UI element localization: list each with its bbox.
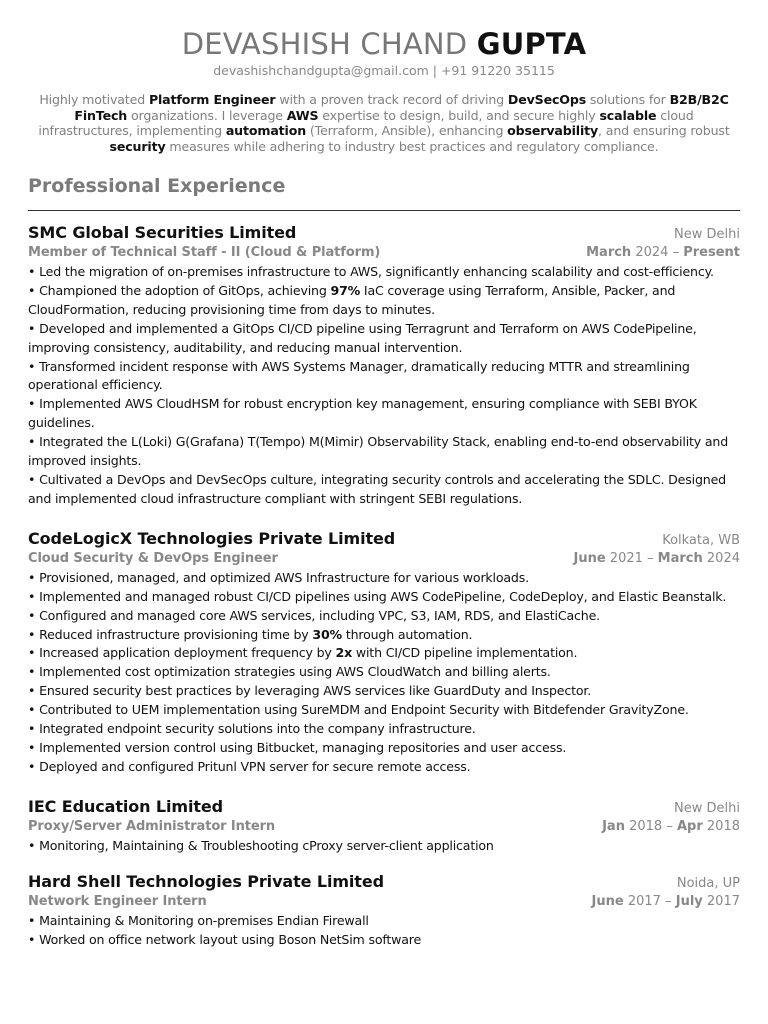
achievement-text: • Cultivated a DevOps and DevSecOps culture, integrating security controls and accelerating the SDLC. Designed and implemented cloud infrastructure compliant with stringent SEBI regulations.	[28, 471, 726, 506]
achievement-text: IaC coverage using Terraform, Ansible, Packer, and CloudFormation, reducing provisioning time from days to minutes.	[28, 282, 676, 317]
summary-emphasis: observability	[507, 123, 599, 138]
end-month: March	[657, 550, 703, 566]
achievement-item	[28, 837, 740, 856]
job-location: Noida, UP	[676, 875, 740, 891]
date-dash: –	[672, 245, 680, 260]
job-header-row	[28, 223, 740, 244]
summary-emphasis: security	[109, 138, 166, 154]
achievement-text: • Maintaining & Monitoring on-premises Endian Firewall	[28, 912, 369, 928]
achievement-text: • Ensured security best practices by leveraging AWS services like GuardDuty and Inspector.	[28, 683, 592, 699]
summary-text: (Terraform, Ansible), enhancing	[306, 123, 508, 138]
job-title: Cloud Security & DevOps Engineer	[28, 550, 278, 566]
achievement-text: • Implemented version control using Bitbucket, managing repositories and user access.	[28, 739, 567, 755]
start-year: 2018	[629, 818, 663, 834]
start-month: June	[591, 893, 624, 909]
achievement-text: • Configured and managed core AWS services, including VPC, S3, IAM, RDS, and ElastiCache.	[28, 607, 600, 623]
job-entry	[28, 797, 740, 856]
achievement-item	[28, 663, 740, 682]
achievement-text: • Increased application deployment frequency by	[28, 645, 336, 661]
achievement-text: • Implemented cost optimization strategies using AWS CloudWatch and billing alerts.	[28, 664, 551, 680]
achievement-text: • Integrated the L(Loki) G(Grafana) T(Tempo) M(Mimir) Observability Stack, enabling end-to-end observability and improved insights.	[28, 434, 729, 469]
company-name: Hard Shell Technologies Private Limited	[28, 871, 384, 891]
end-year: 2017	[706, 893, 740, 909]
achievement-text: • Developed and implemented a GitOps CI/CD pipeline using Terragrunt and Terraform on AWS CodePipeline, improving consistency, auditability, and reducing manual intervention.	[28, 320, 697, 355]
achievement-emphasis: 30%	[312, 626, 342, 642]
start-year: 2017	[627, 893, 661, 909]
contact-line	[28, 62, 740, 79]
experience-list	[28, 223, 740, 949]
achievement-item	[28, 569, 740, 588]
job-dates	[592, 893, 740, 911]
job-entry	[28, 872, 740, 950]
job-title: Proxy/Server Administrator Intern	[28, 818, 276, 834]
resume-header	[28, 0, 740, 154]
job-dates	[602, 818, 740, 836]
achievement-item	[28, 282, 740, 320]
start-year: 2021	[609, 550, 643, 566]
achievement-text: • Implemented and managed robust CI/CD pipelines using AWS CodePipeline, CodeDeploy, and Elastic Beanstalk.	[28, 588, 727, 604]
achievement-text: • Monitoring, Maintaining & Troubleshooting cProxy server-client application	[28, 837, 494, 853]
summary-text: cloud infrastructures, implementing	[38, 107, 694, 138]
summary-text: , and ensuring robust	[598, 123, 730, 138]
achievement-item	[28, 588, 740, 607]
achievement-item	[28, 912, 740, 931]
achievement-item	[28, 358, 740, 396]
last-name: GUPTA	[476, 27, 587, 61]
achievement-item	[28, 320, 740, 358]
achievement-text: • Reduced infrastructure provisioning time by	[28, 626, 313, 642]
start-month: Jan	[602, 818, 625, 834]
achievement-list	[28, 837, 740, 856]
summary-text: Highly motivated	[39, 92, 149, 107]
job-entry	[28, 529, 740, 777]
section-divider	[28, 210, 740, 211]
end-month: Present	[683, 245, 740, 260]
job-title: Member of Technical Staff - II (Cloud & Platform)	[28, 245, 381, 260]
achievement-emphasis: 97%	[330, 282, 361, 298]
end-year: 2018	[706, 818, 740, 834]
achievement-text: • Led the migration of on-premises infrastructure to AWS, significantly enhancing scalability and cost-efficiency.	[28, 264, 714, 279]
achievement-text: • Worked on office network layout using Boson NetSim software	[28, 931, 422, 947]
achievement-text: • Championed the adoption of GitOps, achieving	[28, 282, 331, 298]
achievement-list	[28, 569, 740, 777]
candidate-name	[28, 27, 740, 61]
job-dates	[586, 244, 740, 262]
achievement-item	[28, 644, 740, 663]
end-month: July	[675, 893, 703, 909]
achievement-text: • Integrated endpoint security solutions into the company infrastructure.	[28, 721, 476, 737]
date-dash: –	[666, 818, 673, 834]
achievement-text: • Contributed to UEM implementation using SureMDM and Endpoint Security with Bitdefender GravityZone.	[28, 702, 689, 718]
summary-text: expertise to design, build, and secure highly	[318, 107, 600, 123]
achievement-item	[28, 433, 740, 471]
achievement-item	[28, 607, 740, 626]
job-role-row	[28, 244, 740, 262]
job-location: New Delhi	[674, 227, 740, 242]
summary-emphasis: scalable	[599, 107, 657, 123]
achievement-item	[28, 682, 740, 701]
email-link[interactable]: devashishchandgupta@gmail.com	[213, 63, 429, 78]
achievement-list	[28, 263, 740, 509]
achievement-emphasis: 2x	[335, 645, 353, 661]
summary-text: measures while adhering to industry best practices and regulatory compliance.	[165, 138, 659, 154]
achievement-item	[28, 931, 740, 950]
summary-emphasis: automation	[225, 123, 307, 138]
achievement-item	[28, 701, 740, 720]
achievement-item	[28, 758, 740, 777]
achievement-text: • Implemented AWS CloudHSM for robust encryption key management, ensuring compliance with SEBI BYOK guidelines.	[28, 396, 697, 431]
job-title: Network Engineer Intern	[28, 893, 207, 909]
professional-summary	[28, 92, 740, 154]
achievement-text: with CI/CD pipeline implementation.	[352, 645, 578, 661]
job-location: Kolkata, WB	[662, 532, 740, 548]
job-role-row	[28, 818, 740, 836]
achievement-item	[28, 395, 740, 433]
summary-emphasis: DevSecOps	[507, 92, 587, 107]
date-dash: –	[647, 550, 654, 566]
phone-number: +91 91220 35115	[440, 63, 555, 78]
summary-text: organizations. I leverage	[127, 107, 287, 123]
achievement-item	[28, 471, 740, 509]
section-title-experience: Professional Experience	[28, 175, 286, 197]
job-dates	[573, 550, 740, 568]
job-header-row	[28, 872, 740, 893]
start-year: 2024	[635, 245, 669, 260]
job-location: New Delhi	[674, 800, 740, 816]
company-name: SMC Global Securities Limited	[28, 223, 297, 242]
job-role-row	[28, 893, 740, 911]
job-role-row	[28, 550, 740, 568]
summary-emphasis: Platform Engineer	[148, 92, 276, 107]
achievement-item	[28, 626, 740, 645]
summary-emphasis: AWS	[286, 107, 319, 123]
achievement-list	[28, 912, 740, 950]
end-year: 2024	[706, 550, 740, 566]
company-name: CodeLogicX Technologies Private Limited	[28, 528, 396, 548]
job-header-row	[28, 797, 740, 818]
company-name: IEC Education Limited	[28, 796, 224, 816]
start-month: March	[586, 245, 632, 260]
achievement-text: • Transformed incident response with AWS Systems Manager, dramatically reducing MTTR and streamlining operational efficiency.	[28, 358, 690, 393]
end-month: Apr	[676, 818, 703, 834]
achievement-text: • Provisioned, managed, and optimized AWS Infrastructure for various workloads.	[28, 569, 529, 585]
contact-separator: |	[432, 63, 437, 78]
achievement-text: • Deployed and configured Pritunl VPN server for secure remote access.	[28, 758, 471, 774]
job-header-row	[28, 529, 740, 550]
achievement-item	[28, 739, 740, 758]
summary-text: solutions for	[586, 92, 670, 107]
start-month: June	[573, 550, 606, 566]
date-dash: –	[665, 893, 672, 909]
first-names: DEVASHISH CHAND	[181, 27, 468, 61]
achievement-text: through automation.	[342, 626, 473, 642]
achievement-item	[28, 263, 740, 282]
summary-text: with a proven track record of driving	[275, 92, 508, 107]
achievement-item	[28, 720, 740, 739]
summary-emphasis: B2B/B2C FinTech	[74, 92, 729, 123]
job-entry	[28, 223, 740, 509]
